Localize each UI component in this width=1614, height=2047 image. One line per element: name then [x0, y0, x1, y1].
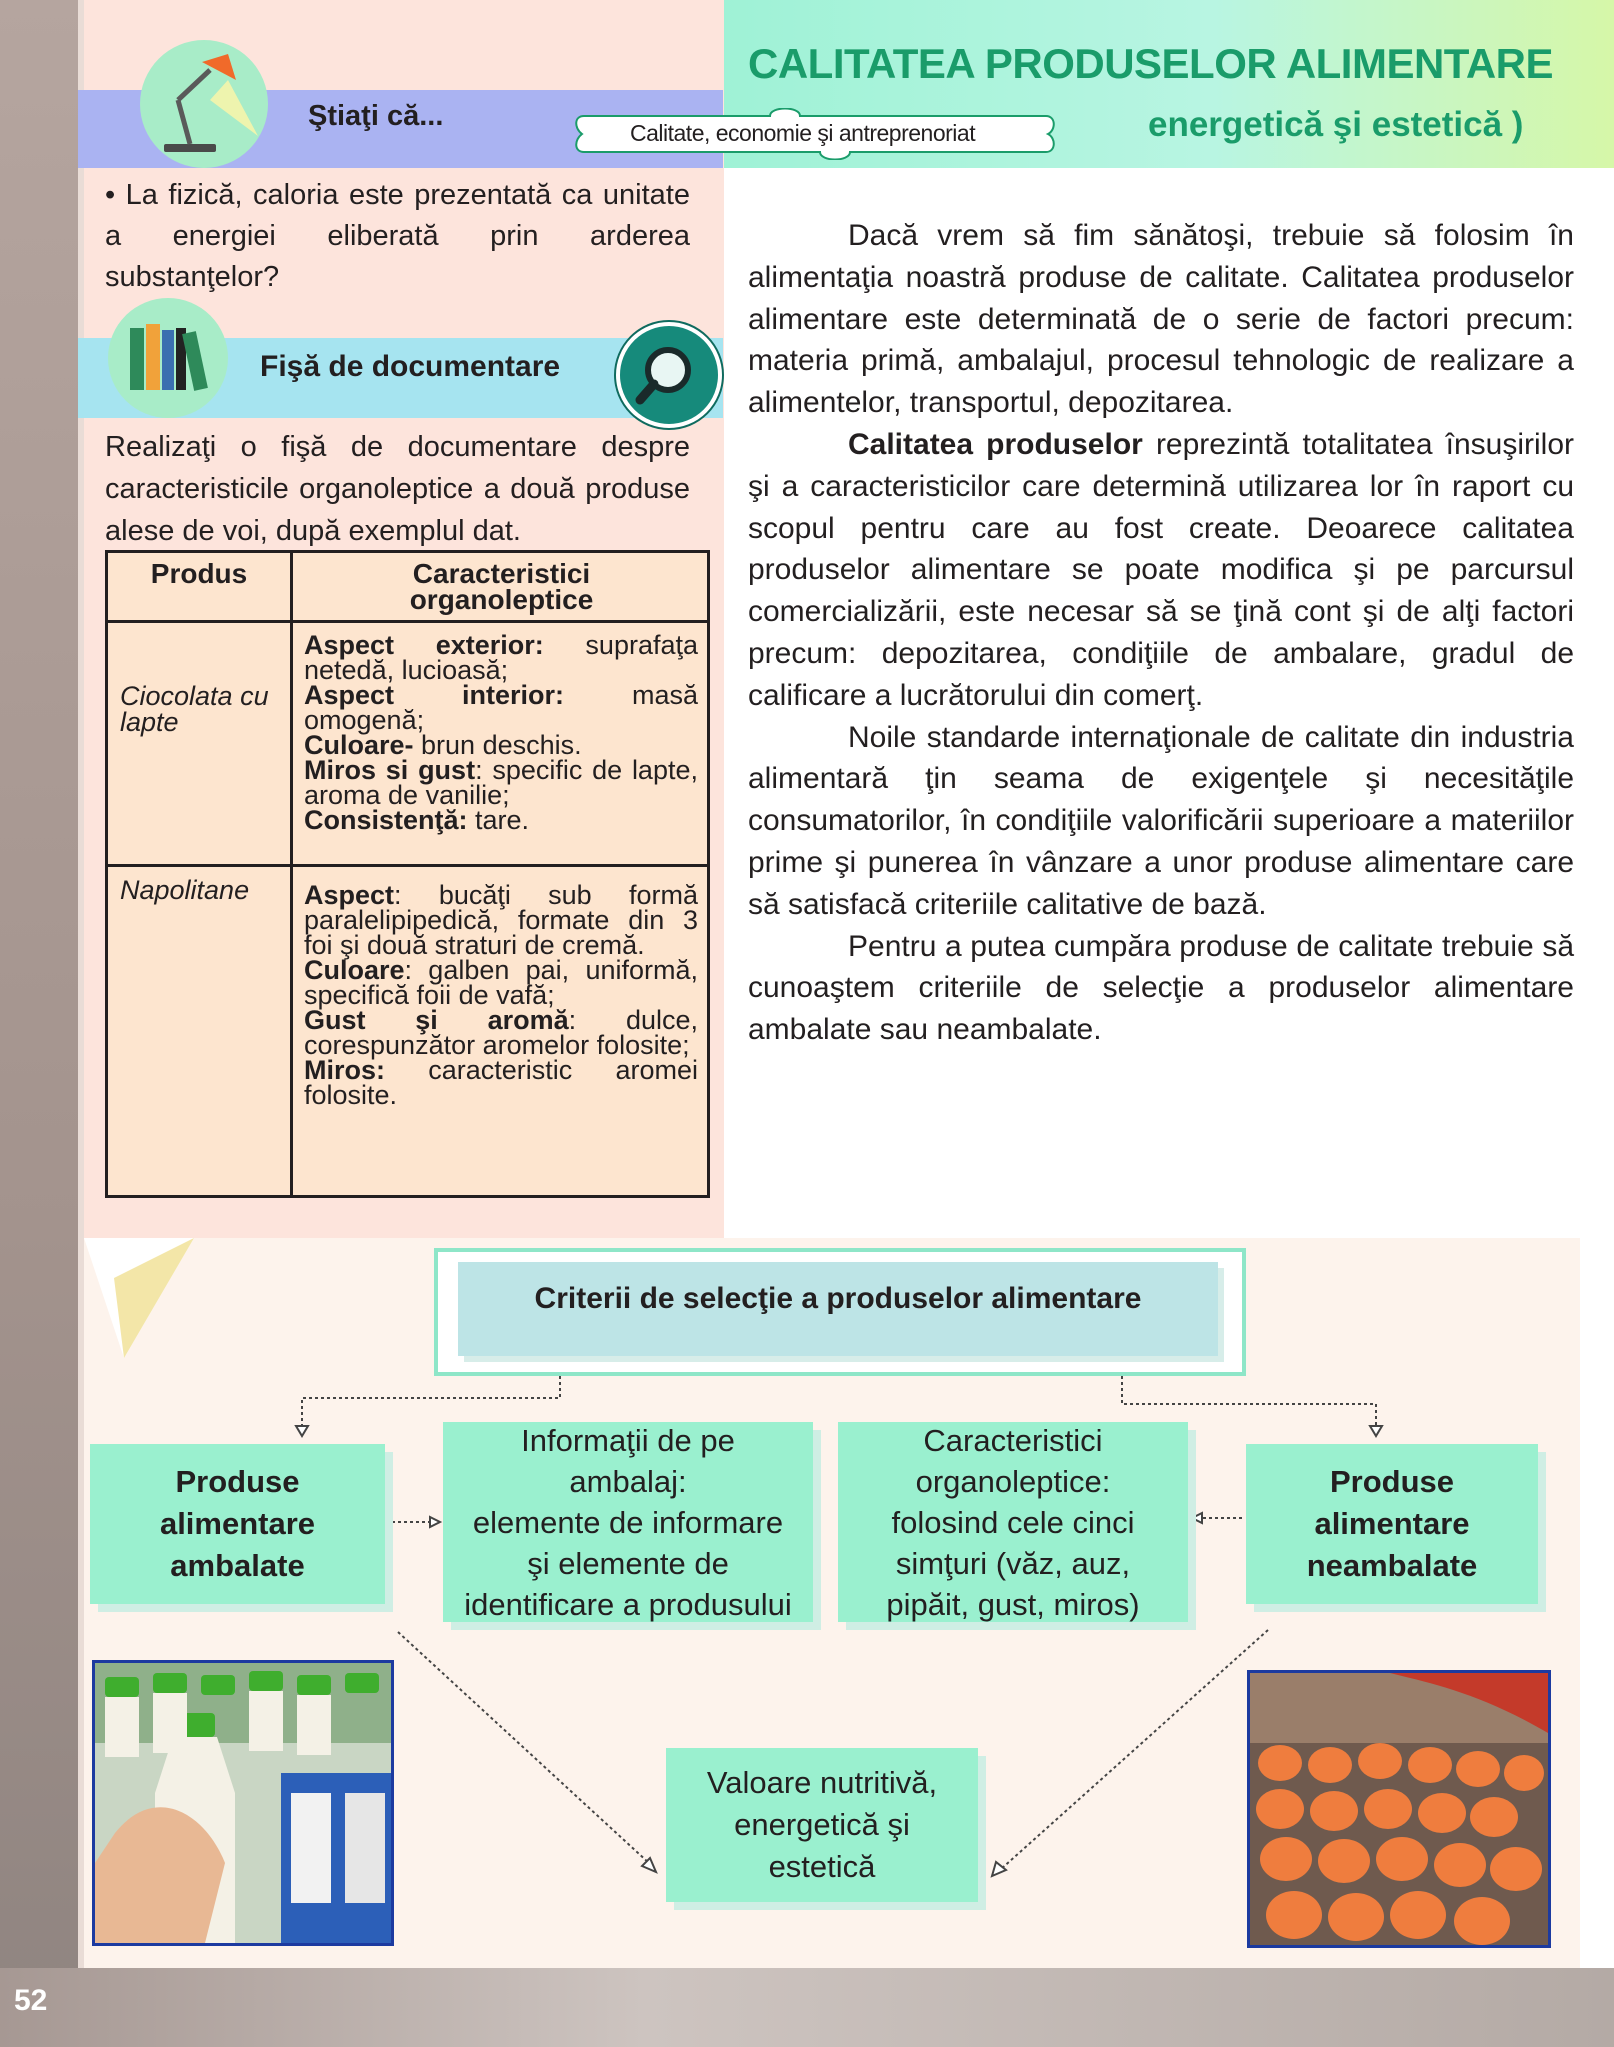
node-produse-ambalate [90, 1444, 385, 1604]
node-line: Produse [1329, 1464, 1454, 1499]
node-line: identificare a produsului [464, 1586, 792, 1622]
connector-neambalate-valoare [1000, 1630, 1268, 1870]
char-row: Culoare: galben pai, uniformă, specifică foii de vafă; [304, 955, 698, 1010]
paragraph: Dacă vrem să fim sănătoşi, trebuie să folosim în alimentaţia noastră produse de calitate. Calitatea produselor alimentare este determinată de o serie de factori precum: materia primă, ambalajul, procesul tehnologic de realizare a alimentelor, transportul, depozitarea. [748, 219, 1574, 420]
connector-ambalate-valoare [398, 1632, 650, 1864]
node-caracteristici-organoleptice [838, 1422, 1188, 1622]
node-line: neambalate [1306, 1548, 1478, 1583]
table-header-caracteristici: Caracteristici organoleptice [409, 558, 594, 615]
node-line: ambalate [170, 1548, 305, 1583]
table-header-produs: Produs [150, 558, 248, 589]
paragraph-rest: reprezintă totalitatea însuşirilor şi a caracteristicilor care determină utilizarea lor în raport cu scopul pentru care au fost create. Deoarece calitatea produselor alimentare se poate modifica şi pe parcursul comercializării, este necesar să se ţină cont şi de alţi factori precum: depozitarea, condiţiile de ambalare, gradul de calificare a lucrătorului din comerţ. [748, 427, 1574, 712]
char-row: Aspect exterior: suprafaţa netedă, lucioasă; [304, 630, 698, 685]
char-row: Miros: caracteristic aromei folosite. [304, 1055, 698, 1110]
node-line: folosind cele cinci [891, 1504, 1135, 1540]
table-product-2: Napolitane [120, 875, 250, 905]
node-line: estetică [768, 1849, 876, 1884]
node-valoare-nutritiva [666, 1748, 978, 1902]
milk-bottles-photo [92, 1660, 394, 1946]
node-line: alimentare [1314, 1506, 1470, 1541]
char-row: Miros si gust: specific de lapte, aroma de vanilie; [304, 755, 698, 810]
page-subtitle: energetică şi estetică ) [1148, 105, 1524, 144]
page-number: 52 [14, 1984, 48, 2017]
stiati-title: Ştiaţi că... [308, 100, 444, 132]
char-row: Aspect: bucăţi sub formă paralelipipedică, formate din 3 foi şi două straturi de cremă. [304, 880, 698, 960]
char-row: Aspect interior: masă omogenă; [304, 680, 698, 735]
bottom-strip [0, 1968, 1614, 2047]
node-line: elemente de informare [472, 1504, 784, 1540]
char-row: Gust şi aromă: dulce, corespunzător aromelor folosite; [304, 1005, 698, 1060]
node-produse-neambalate [1246, 1444, 1538, 1604]
node-line: organoleptice: [915, 1463, 1111, 1499]
char-row: Consistenţă: tare. [304, 805, 530, 835]
paragraph: Noile standarde internaţionale de calitate din industria alimentară ţin seama de exigenţele şi necesităţile consumatorilor, în condiţiile valorificării superioare a materiilor prime şi punerea în vânzare a unor produse alimentare care să satisfacă criteriile calitative de bază. [748, 720, 1574, 921]
node-informatii-ambalaj [443, 1422, 813, 1622]
paragraph-bold: Calitatea produselor [848, 427, 1143, 461]
page-title: CALITATEA PRODUSELOR ALIMENTARE [748, 40, 1554, 87]
node-line: Valoare nutritivă, [706, 1765, 938, 1800]
fisa-title: Fişă de documentare [260, 350, 561, 383]
node-line: Informaţii de pe [521, 1422, 735, 1458]
eggs-photo [1247, 1670, 1551, 1948]
puzzle-badge-label: Calitate, economie şi antreprenoriat [630, 120, 976, 146]
node-line: şi elemente de [527, 1545, 729, 1581]
node-line: pipăit, gust, miros) [886, 1586, 1140, 1622]
diagram-title: Criterii de selecţie a produselor alimentare [534, 1282, 1142, 1315]
char-row: Culoare- brun deschis. [304, 730, 582, 760]
fisa-text: Realizaţi o fişă de documentare despre caracteristicile organoleptice a două produse alese de voi, după exemplul dat. [105, 431, 690, 547]
node-line: Produse [175, 1464, 300, 1499]
node-line: alimentare [159, 1506, 316, 1541]
stiati-fact: • La fizică, caloria este prezentată ca unitate a energiei eliberată prin arderea substanţelor? [105, 179, 690, 293]
node-line: Caracteristici [923, 1422, 1103, 1458]
node-line: ambalaj: [569, 1463, 687, 1499]
node-line: simţuri (văz, auz, [895, 1545, 1131, 1581]
table-product-1: Ciocolata cu lapte [120, 681, 269, 737]
node-line: energetică şi [734, 1807, 910, 1842]
paragraph: Pentru a putea cumpăra produse de calitate trebuie să cunoaştem criteriile de selecţie a produselor alimentare ambalate sau neambalate. [748, 929, 1574, 1047]
